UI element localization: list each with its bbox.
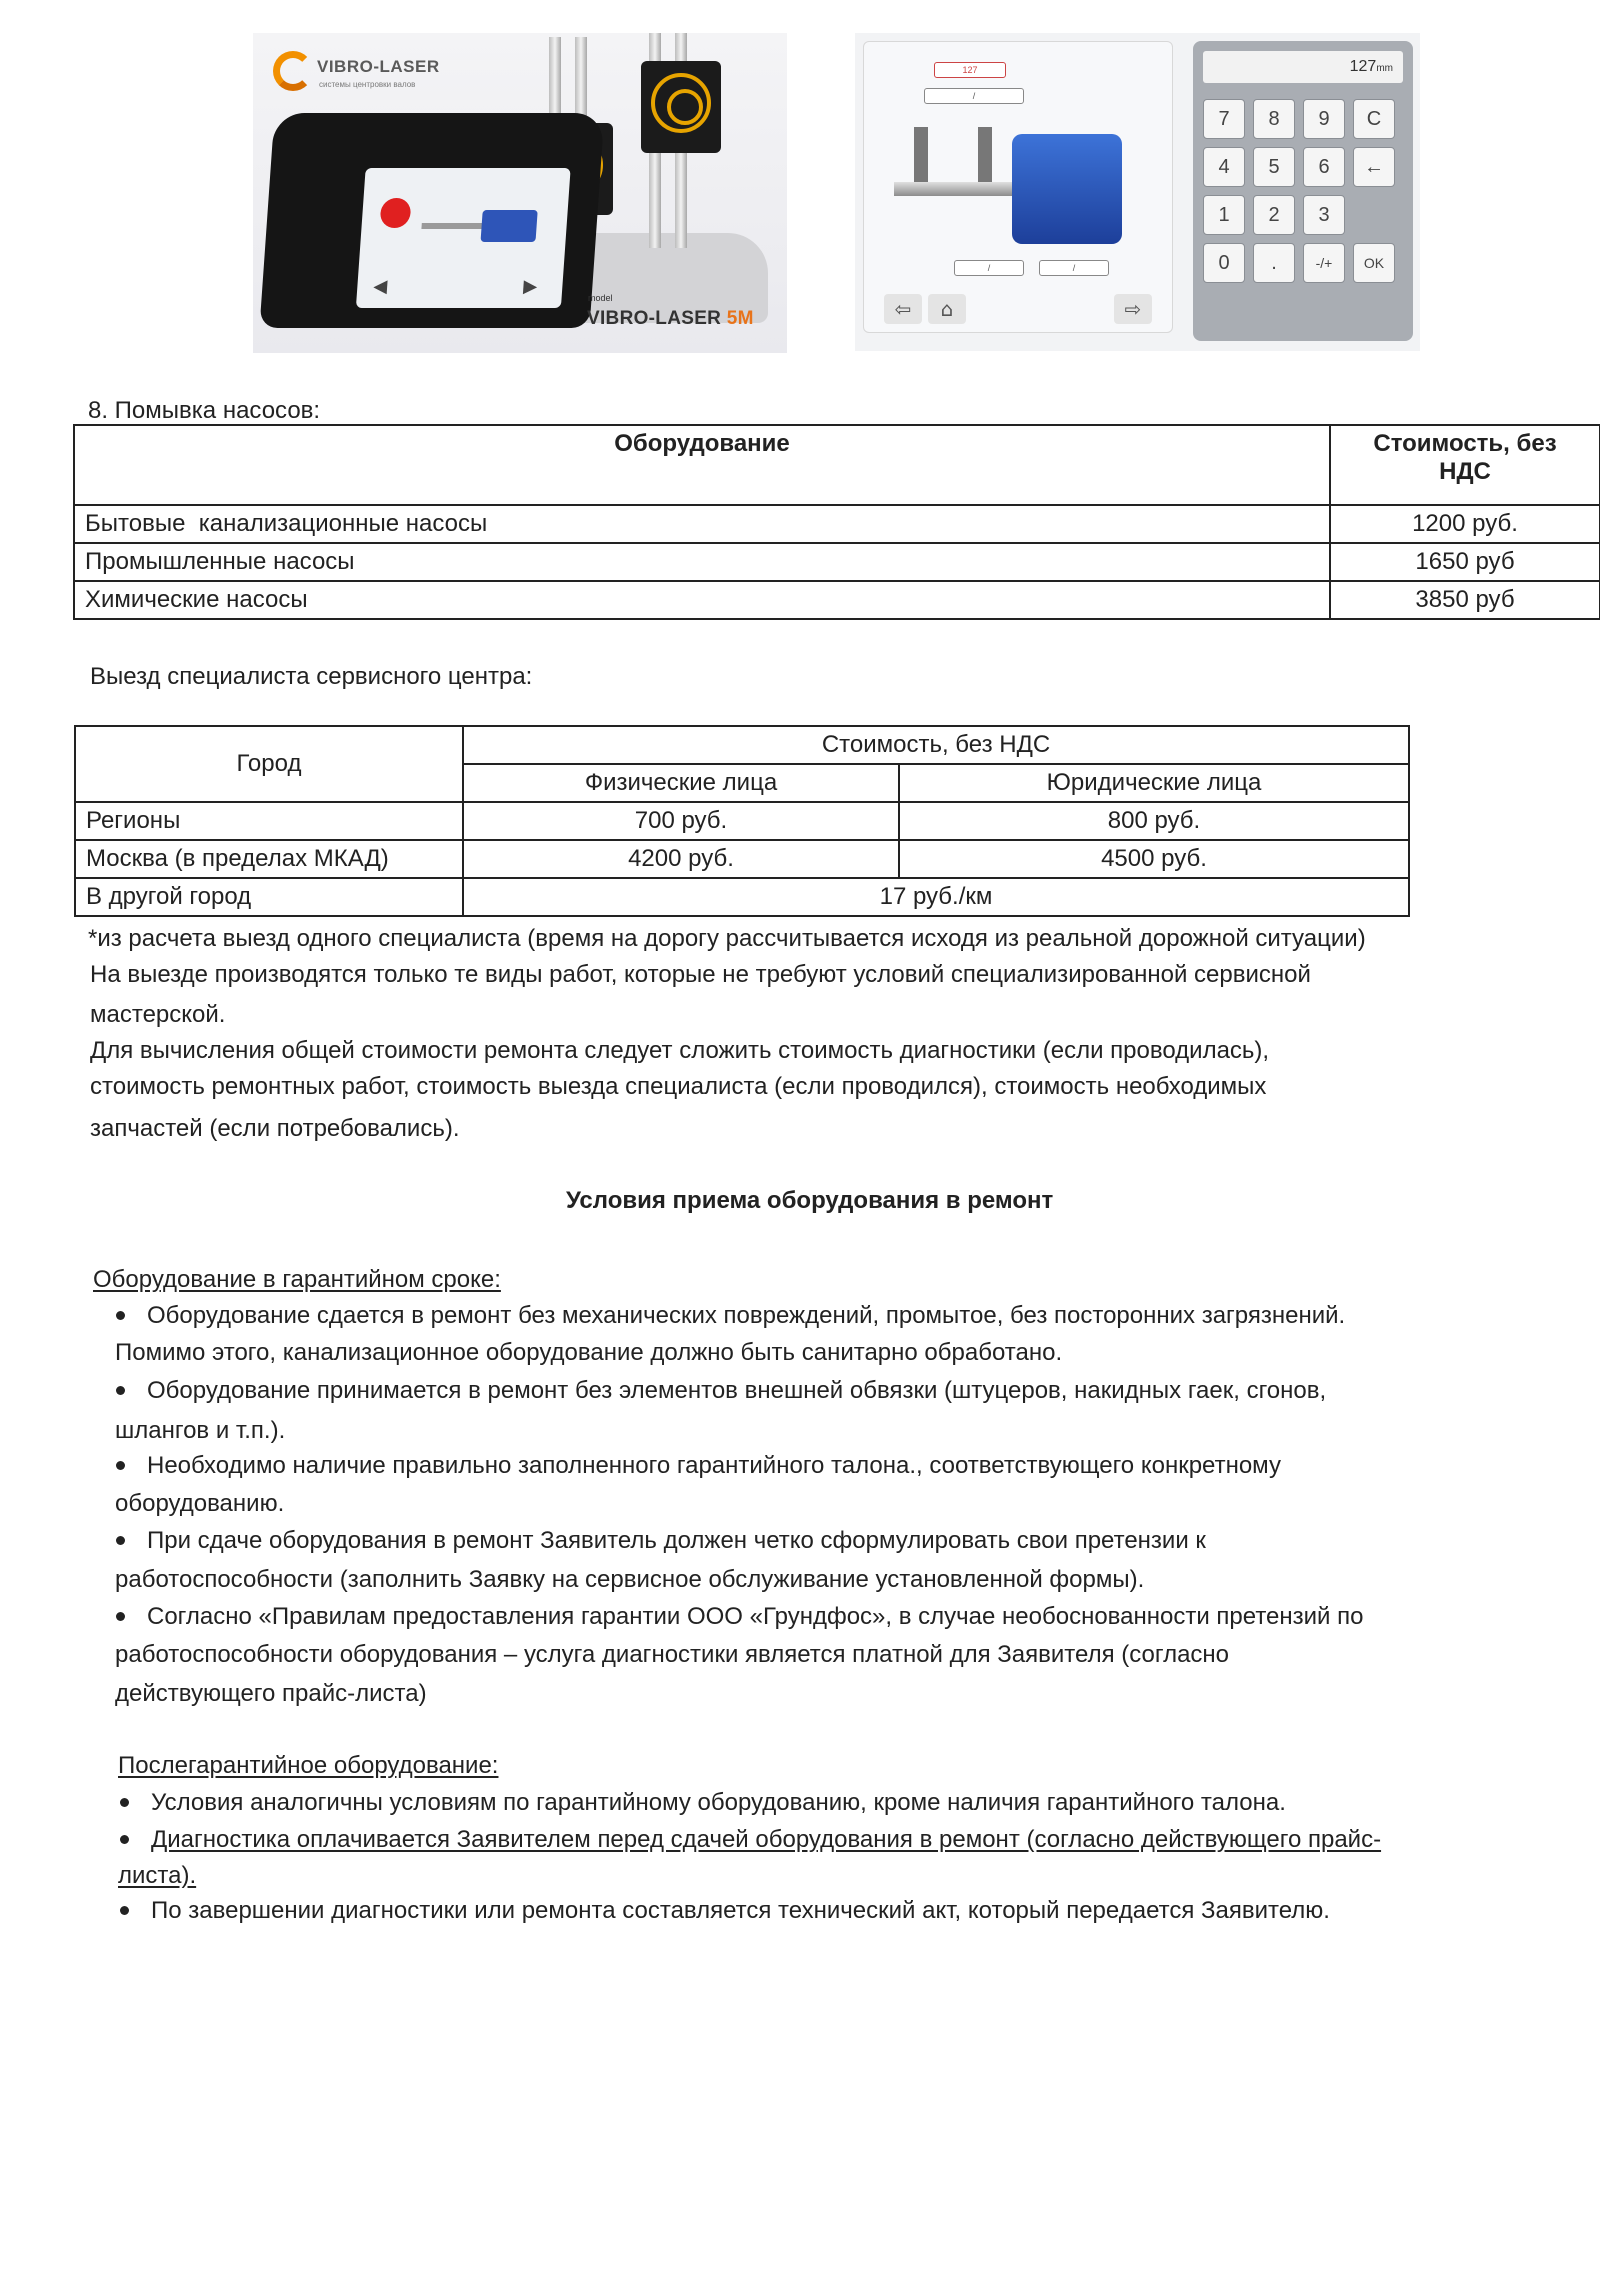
equipment-price: 1650 руб [1330,543,1600,581]
sensor-clamp-icon [914,127,928,183]
model-name-accent: 5M [726,308,754,329]
price-header-line1: Стоимость, без [1373,430,1557,457]
list-item [108,1452,1281,1480]
table-row [75,840,1409,878]
list-item-text: Согласно «Правилам предоставления гарантии ООО «Грундфос», в случае необоснованности претензий по [147,1603,1364,1630]
keypad-key[interactable]: 9 [1303,99,1345,139]
arrow-left-icon[interactable]: ⇦ [884,294,922,324]
laser-sensor-icon [641,61,721,153]
table-header-row [75,726,1409,764]
bullet-icon [116,1461,125,1470]
visit-note: стоимость ремонтных работ, стоимость выезда специалиста (если проводился), стоимость необходимых [90,1073,1267,1100]
column-header-individuals: Физические лица [463,764,899,802]
foot-distance-box: / [954,260,1024,276]
list-item-continuation: работоспособности (заполнить Заявку на сервисное обслуживание установленной формы). [115,1566,1145,1593]
table-row [74,505,1600,543]
equipment-price: 3850 руб [1330,581,1600,619]
visit-note: *из расчета выезд одного специалиста (время на дорогу рассчитывается исходя из реальной дорожной ситуации) [88,925,1366,952]
display-unit [259,113,604,328]
logo-subtitle: системы центровки валов [319,80,416,89]
keypad-display-value: 127 [1349,58,1377,75]
model-name-text: VIBRO-LASER [587,308,722,329]
section8-heading: 8. Помывка насосов: [88,397,321,424]
column-header-legal: Юридические лица [899,764,1409,802]
device-screen [356,168,571,308]
keypad-key[interactable]: 3 [1303,195,1345,235]
logo-swirl-icon [273,51,313,91]
keypad-key[interactable]: 5 [1253,147,1295,187]
visit-note: запчастей (если потребовались). [90,1115,460,1142]
keypad-key-backspace[interactable]: ← [1353,147,1395,187]
keypad-key[interactable]: 0 [1203,243,1245,283]
visit-note: Для вычисления общей стоимости ремонта следует сложить стоимость диагностики (если проводилась), [90,1037,1270,1064]
equipment-name: Промышленные насосы [74,543,1330,581]
price-individuals: 700 руб. [463,802,899,840]
motor-icon [1012,134,1122,244]
vibro-laser-product-photo [253,33,787,353]
price-legal: 800 руб. [899,802,1409,840]
equipment-price: 1200 руб. [1330,505,1600,543]
keypad-key[interactable]: 1 [1203,195,1245,235]
price-legal: 4500 руб. [899,840,1409,878]
column-header-price [1330,425,1600,505]
model-name [587,308,754,330]
table-row [75,802,1409,840]
list-item-continuation: оборудованию. [115,1490,285,1517]
city-name: В другой город [75,878,463,916]
list-item [112,1897,1330,1925]
bullet-icon [120,1906,129,1915]
keypad-display [1203,51,1403,83]
list-item-text: При сдаче оборудования в ремонт Заявитель должен четко сформулировать свои претензии к [147,1527,1206,1554]
list-item [112,1826,1381,1854]
warranty-heading: Оборудование в гарантийном сроке: [93,1266,501,1293]
list-item-continuation: действующего прайс-листа) [115,1680,427,1707]
list-item-text: Необходимо наличие правильно заполненного гарантийного талона., соответствующего конкретному [147,1452,1281,1479]
keypad-key-decimal[interactable]: . [1253,243,1295,283]
list-item-text: Оборудование сдается в ремонт без механических повреждений, промытое, без посторонних загрязнений. [147,1302,1346,1329]
bullet-icon [120,1798,129,1807]
keypad-key[interactable]: 4 [1203,147,1245,187]
keypad-key-clear[interactable]: C [1353,99,1395,139]
motor-icon [480,210,537,242]
list-item [112,1789,1286,1817]
bullet-icon [116,1311,125,1320]
visit-note: На выезде производятся только те виды работ, которые не требуют условий специализированной сервисной [90,961,1311,988]
keypad-key[interactable]: 6 [1303,147,1345,187]
model-label: model [588,293,613,303]
arrow-right-icon[interactable]: ⇨ [1114,294,1152,324]
list-item [108,1302,1345,1330]
keypad-key[interactable]: 8 [1253,99,1295,139]
visit-note: мастерской. [90,1001,226,1028]
home-icon[interactable]: ⌂ [928,294,966,324]
price-header-line2: НДС [1439,458,1491,485]
column-header-city: Город [75,726,463,802]
table-row [74,543,1600,581]
list-item-text: Оборудование принимается в ремонт без элементов внешней обвязки (штуцеров, накидных гаек, сгонов, [147,1377,1327,1404]
numeric-keypad [1193,41,1413,341]
equipment-name: Бытовые канализационные насосы [74,505,1330,543]
bullet-icon [116,1612,125,1621]
price-per-km: 17 руб./км [463,878,1409,916]
sensor-clamp-icon [978,127,992,183]
keypad-key-sign[interactable]: -/+ [1303,243,1345,283]
keypad-key-ok[interactable]: OK [1353,243,1395,283]
alignment-diagram-panel [863,41,1173,333]
pump-washing-table [73,424,1600,620]
list-item-text: По завершении диагностики или ремонта составляется технический акт, который передается Заявителю. [151,1897,1330,1924]
list-item-continuation: шлангов и т.п.). [115,1417,286,1444]
column-header-cost: Стоимость, без НДС [463,726,1409,764]
price-individuals: 4200 руб. [463,840,899,878]
list-item-text: Условия аналогичны условиям по гарантийному оборудованию, кроме наличия гарантийного талона. [151,1789,1286,1816]
keypad-key[interactable]: 7 [1203,99,1245,139]
keypad-key[interactable]: 2 [1253,195,1295,235]
list-item-continuation: листа). [118,1862,197,1889]
table-row [75,878,1409,916]
list-item-text: Диагностика оплачивается Заявителем перед сдачей оборудования в ремонт (согласно действующего прайс- [151,1826,1382,1853]
list-item [108,1603,1363,1631]
vibro-laser-logo [273,49,463,105]
bullet-icon [116,1536,125,1545]
arrow-right-icon: ▶ [522,276,538,297]
bullet-icon [120,1835,129,1844]
city-name: Регионы [75,802,463,840]
conditions-title: Условия приема оборудования в ремонт [566,1187,1054,1214]
equipment-name: Химические насосы [74,581,1330,619]
list-item [108,1527,1206,1555]
foot-distance-box: / [1039,260,1109,276]
distance-box: / [924,88,1024,104]
table-row [74,581,1600,619]
column-header-equipment: Оборудование [74,425,1330,505]
specialist-visit-table [74,725,1410,917]
distance-box-top: 127 [934,62,1006,78]
city-name: Москва (в пределах МКАД) [75,840,463,878]
logo-title: VIBRO-LASER [317,57,440,76]
list-item-continuation: Помимо этого, канализационное оборудование должно быть санитарно обработано. [115,1339,1063,1366]
list-item-continuation: работоспособности оборудования – услуга диагностики является платной для Заявителя (согласно [115,1641,1230,1668]
record-button-icon [379,198,411,228]
arrow-left-icon: ◀ [372,276,388,297]
bullet-icon [116,1386,125,1395]
visit-heading: Выезд специалиста сервисного центра: [90,663,533,690]
alignment-ui-screenshot [855,33,1420,351]
post-warranty-heading: Послегарантийное оборудование: [118,1752,499,1779]
list-item [108,1377,1326,1405]
keypad-grid [1203,99,1403,283]
keypad-display-unit: mm [1376,63,1393,74]
table-header-row [74,425,1600,505]
